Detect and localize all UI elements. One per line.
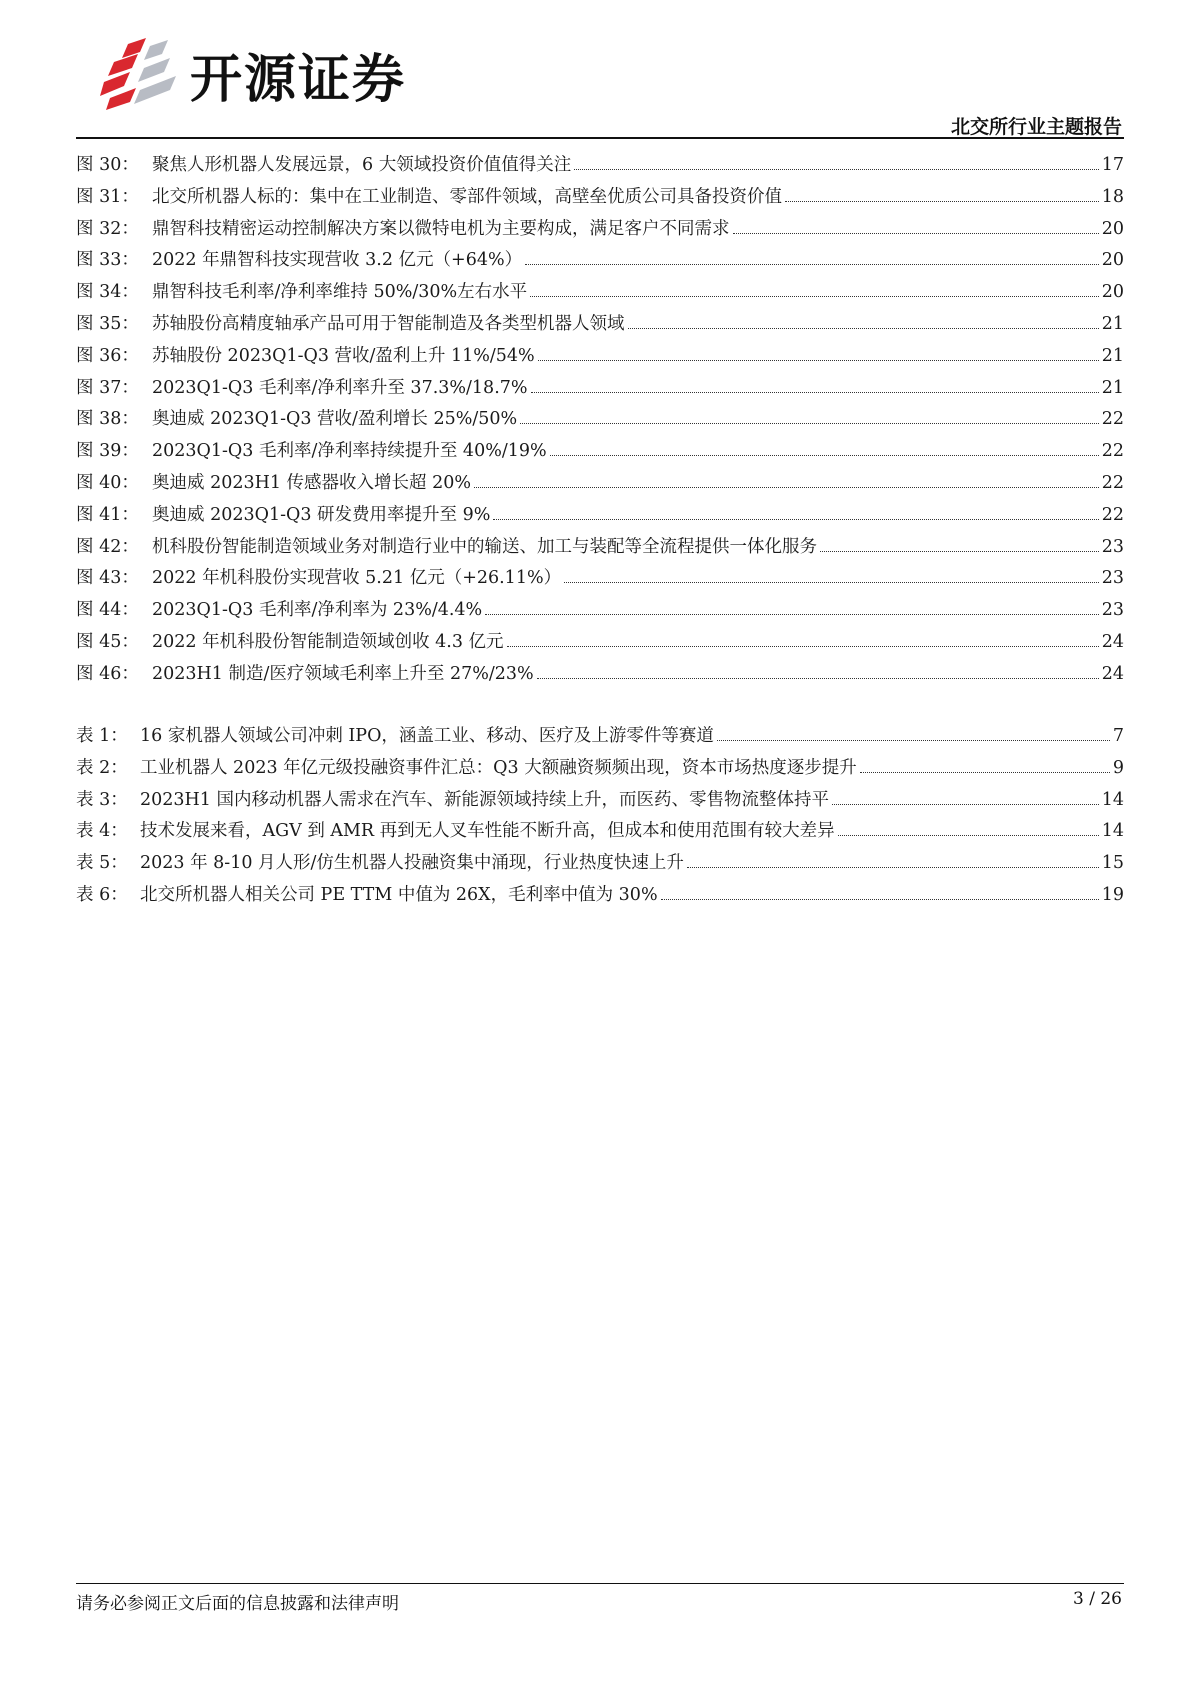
toc-entry-page: 22 (1101, 472, 1124, 493)
toc-entry-number: 图 36： (76, 345, 139, 366)
toc-entry-number: 图 46： (76, 663, 139, 684)
toc-leader-dots (564, 567, 1099, 583)
figure-toc-entry[interactable] (76, 596, 1124, 628)
toc-entry-page: 15 (1101, 853, 1124, 874)
toc-entry-title: 2022 年机科股份智能制造领域创收 4.3 亿元 (152, 631, 504, 652)
toc-leader-dots (717, 725, 1110, 741)
figure-toc-entry[interactable] (76, 246, 1124, 278)
toc-entry-number: 图 30： (76, 155, 139, 175)
toc-entry-number: 图 39： (76, 441, 139, 462)
toc-entry-title: 技术发展来看，AGV 到 AMR 再到无人叉车性能不断升高，但成本和使用范围有较大差异 (140, 821, 835, 842)
toc-entry-page: 20 (1101, 250, 1124, 271)
toc-entry-title: 北交所机器人标的：集中在工业制造、零部件领域，高壁垒优质公司具备投资价值 (152, 186, 782, 207)
toc-entry-title: 16 家机器人领域公司冲刺 IPO，涵盖工业、移动、医疗及上游零件等赛道 (140, 726, 714, 746)
figure-toc-entry[interactable] (76, 278, 1124, 310)
toc-entry-title: 北交所机器人相关公司 PE TTM 中值为 26X，毛利率中值为 30% (140, 884, 658, 905)
toc-entry-title: 2023Q1-Q3 毛利率/净利率持续提升至 40%/19% (152, 441, 547, 462)
toc-entry-number: 图 43： (76, 568, 139, 589)
footer-divider (76, 1583, 1124, 1584)
toc-leader-dots (493, 504, 1098, 520)
table-toc-entry[interactable] (76, 817, 1124, 849)
toc-entry-title: 鼎智科技精密运动控制解决方案以微特电机为主要构成，满足客户不同需求 (152, 218, 730, 239)
toc-entry-page: 21 (1101, 345, 1124, 366)
toc-entry-number: 图 38： (76, 409, 139, 430)
toc-entry-number: 图 45： (76, 631, 139, 652)
toc-leader-dots (474, 472, 1099, 488)
figure-toc-entry[interactable] (76, 533, 1124, 565)
company-name: 开源证券 (190, 49, 407, 110)
toc-entry-number: 图 31： (76, 186, 139, 207)
figure-toc-entry[interactable] (76, 564, 1124, 596)
figure-toc-entry[interactable] (76, 501, 1124, 533)
toc-leader-dots (525, 250, 1099, 266)
toc-entry-number: 图 40： (76, 472, 139, 493)
toc-leader-dots (628, 313, 1099, 329)
toc-leader-dots (687, 852, 1099, 868)
toc-entry-title: 工业机器人 2023 年亿元级投融资事件汇总：Q3 大额融资频频出现，资本市场热度逐步提升 (140, 757, 857, 778)
figure-toc-entry[interactable] (76, 437, 1124, 469)
figure-toc-entry[interactable] (76, 183, 1124, 215)
toc-leader-dots (661, 884, 1099, 900)
toc-entry-number: 图 32： (76, 218, 139, 239)
kaiyuan-logo-icon (100, 38, 178, 110)
toc-entry-number: 图 41： (76, 504, 139, 525)
toc-entry-page: 7 (1112, 726, 1124, 746)
toc-leader-dots (860, 757, 1110, 773)
toc-entry-number: 图 42： (76, 536, 139, 557)
toc-entry-page: 24 (1101, 663, 1124, 684)
toc-entry-page: 9 (1112, 757, 1124, 778)
toc-entry-page: 14 (1101, 821, 1124, 842)
toc-entry-title: 机科股份智能制造领域业务对制造行业中的输送、加工与装配等全流程提供一体化服务 (152, 536, 817, 557)
toc-entry-number: 图 34： (76, 282, 139, 303)
figure-toc-entry[interactable] (76, 151, 1124, 183)
toc-entry-page: 19 (1101, 884, 1124, 905)
toc-entry-title: 2023H1 制造/医疗领域毛利率上升至 27%/23% (152, 663, 534, 684)
company-logo (100, 38, 406, 110)
figure-toc-entry[interactable] (76, 405, 1124, 437)
table-toc-entry[interactable] (76, 754, 1124, 786)
toc-entry-page: 23 (1101, 600, 1124, 621)
toc-leader-dots (531, 377, 1099, 393)
toc-entry-number: 表 2： (76, 757, 128, 778)
page-number: 3 / 26 (1073, 1589, 1122, 1609)
toc-entry-number: 表 4： (76, 821, 128, 842)
toc-entry-title: 奥迪威 2023Q1-Q3 营收/盈利增长 25%/50% (152, 409, 518, 430)
toc-entry-page: 14 (1101, 789, 1124, 810)
toc-entry-page: 22 (1101, 504, 1124, 525)
toc-leader-dots (538, 345, 1099, 361)
figure-index (76, 151, 1124, 692)
figure-toc-entry[interactable] (76, 215, 1124, 247)
toc-leader-dots (785, 186, 1099, 202)
toc-leader-dots (550, 440, 1099, 456)
toc-leader-dots (520, 409, 1099, 425)
toc-entry-page: 22 (1101, 409, 1124, 430)
figure-toc-entry[interactable] (76, 374, 1124, 406)
toc-entry-number: 表 6： (76, 884, 128, 905)
table-toc-entry[interactable] (76, 881, 1124, 913)
toc-leader-dots (530, 281, 1099, 297)
figure-toc-entry[interactable] (76, 628, 1124, 660)
toc-entry-title: 2022 年机科股份实现营收 5.21 亿元（+26.11%） (152, 568, 562, 589)
toc-entry-number: 图 37： (76, 377, 139, 398)
toc-entry-title: 2023Q1-Q3 毛利率/净利率升至 37.3%/18.7% (152, 377, 528, 398)
toc-leader-dots (838, 821, 1099, 837)
toc-entry-page: 24 (1101, 631, 1124, 652)
toc-entry-page: 21 (1101, 313, 1124, 334)
figure-toc-entry[interactable] (76, 310, 1124, 342)
toc-entry-title: 苏轴股份 2023Q1-Q3 营收/盈利上升 11%/54% (152, 345, 535, 366)
toc-entry-number: 表 5： (76, 853, 128, 874)
header-divider (76, 137, 1124, 139)
report-type-label: 北交所行业主题报告 (950, 116, 1122, 138)
toc-entry-page: 23 (1101, 536, 1124, 557)
toc-entry-title: 2022 年鼎智科技实现营收 3.2 亿元（+64%） (152, 250, 523, 271)
toc-entry-page: 23 (1101, 568, 1124, 589)
toc-leader-dots (832, 789, 1099, 805)
figure-toc-entry[interactable] (76, 342, 1124, 374)
toc-leader-dots (485, 599, 1099, 615)
table-toc-entry[interactable] (76, 786, 1124, 818)
toc-leader-dots (733, 218, 1099, 234)
footer-disclaimer: 请务必参阅正文后面的信息披露和法律声明 (76, 1594, 399, 1614)
toc-entry-title: 鼎智科技毛利率/净利率维持 50%/30%左右水平 (152, 282, 528, 303)
toc-entry-title: 2023H1 国内移动机器人需求在汽车、新能源领域持续上升，而医药、零售物流整体持平 (140, 789, 829, 810)
toc-entry-page: 20 (1101, 218, 1124, 239)
toc-entry-number: 图 33： (76, 250, 139, 271)
toc-leader-dots (537, 663, 1099, 679)
toc-entry-page: 17 (1101, 155, 1124, 175)
toc-entry-page: 22 (1101, 441, 1124, 462)
toc-leader-dots (574, 154, 1099, 170)
toc-entry-page: 18 (1101, 186, 1124, 207)
toc-entry-number: 图 35： (76, 313, 139, 334)
toc-entry-title: 奥迪威 2023Q1-Q3 研发费用率提升至 9% (152, 504, 491, 525)
toc-leader-dots (507, 631, 1099, 647)
table-index (76, 722, 1124, 913)
toc-entry-title: 苏轴股份高精度轴承产品可用于智能制造及各类型机器人领域 (152, 313, 625, 334)
table-toc-entry[interactable] (76, 849, 1124, 881)
toc-entry-title: 2023 年 8-10 月人形/仿生机器人投融资集中涌现，行业热度快速上升 (140, 853, 684, 874)
toc-entry-title: 2023Q1-Q3 毛利率/净利率为 23%/4.4% (152, 600, 483, 621)
figure-toc-entry[interactable] (76, 660, 1124, 692)
toc-entry-number: 图 44： (76, 600, 139, 621)
toc-entry-title: 奥迪威 2023H1 传感器收入增长超 20% (152, 472, 472, 493)
toc-entry-number: 表 3： (76, 789, 128, 810)
toc-entry-number: 表 1： (76, 726, 128, 746)
table-toc-entry[interactable] (76, 722, 1124, 754)
toc-leader-dots (820, 536, 1099, 552)
figure-toc-entry[interactable] (76, 469, 1124, 501)
toc-entry-page: 21 (1101, 377, 1124, 398)
toc-entry-page: 20 (1101, 282, 1124, 303)
toc-entry-title: 聚焦人形机器人发展远景，6 大领域投资价值值得关注 (152, 155, 572, 175)
